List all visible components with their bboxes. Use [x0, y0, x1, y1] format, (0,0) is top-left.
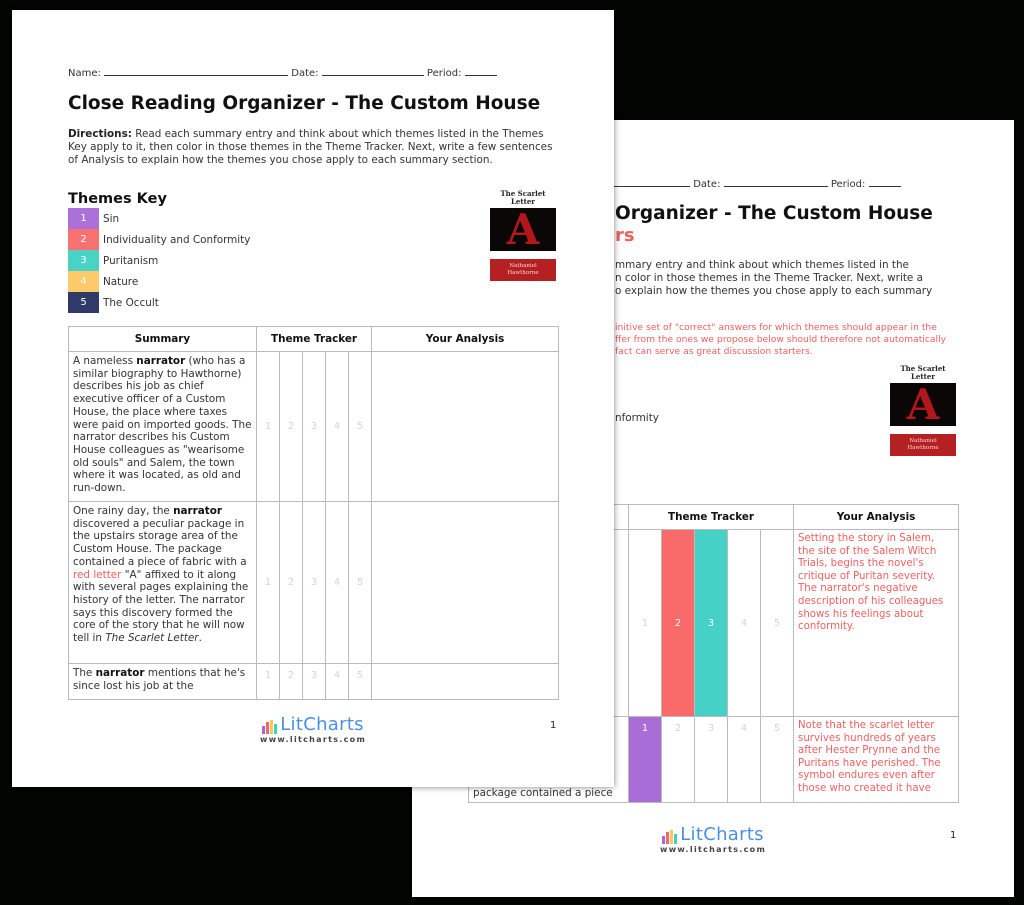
theme-swatch-5: 5	[68, 292, 99, 313]
period-field-blank[interactable]	[465, 66, 497, 76]
bar-chart-icon	[662, 830, 678, 844]
symbol-link[interactable]: red letter	[73, 568, 122, 581]
page-subtitle: rs	[615, 225, 635, 246]
name-label: Name:	[68, 68, 101, 79]
directions-line: o explain how the themes you chose apply to each summary	[615, 284, 933, 297]
theme-cell-3[interactable]: 3	[303, 502, 326, 664]
analysis-cell[interactable]: Setting the story in Salem, the site of the Salem Witch Trials, begins the novel's critique of Puritan severity. The narrator's negative description of his colleagues shows his feelings about conformity.	[794, 530, 959, 717]
theme-swatch-4: 4	[68, 271, 99, 292]
summary-text: discovered a peculiar package in the upstairs storage area of the Custom House. The package contained a piece of fabric with a	[73, 517, 247, 568]
cover-title	[890, 363, 956, 383]
theme-cell-1[interactable]: 1	[257, 502, 280, 664]
theme-label: Nature	[103, 275, 139, 288]
theme-cell-2[interactable]: 2	[662, 717, 695, 803]
character-name: narrator	[173, 505, 223, 517]
scarlet-a-icon: A	[906, 383, 940, 426]
logo-url[interactable]: www.litcharts.com	[260, 735, 367, 744]
date-label: Date:	[693, 179, 721, 190]
summary-cell	[69, 664, 257, 700]
logo-url[interactable]: www.litcharts.com	[660, 845, 767, 854]
themes-key-title: Themes Key	[68, 191, 167, 207]
worksheet-page	[12, 10, 614, 787]
cover-author	[890, 434, 956, 456]
theme-cell-2[interactable]: 2	[280, 664, 303, 700]
theme-swatch-2: 2	[68, 229, 99, 250]
theme-cell-4[interactable]: 4	[326, 664, 349, 700]
theme-cell-5[interactable]: 5	[349, 664, 372, 700]
table-row	[69, 352, 559, 502]
character-name: narrator	[95, 667, 145, 679]
analysis-cell[interactable]	[372, 664, 559, 700]
date-field-blank[interactable]	[724, 177, 828, 187]
theme-label: Puritanism	[103, 254, 159, 267]
theme-swatch-3: 3	[68, 250, 99, 271]
analysis-header: Your Analysis	[794, 505, 959, 530]
summary-header: Summary	[69, 327, 257, 352]
theme-swatch-1: 1	[68, 208, 99, 229]
theme-cell-1[interactable]: 1	[257, 352, 280, 502]
directions-line: n color in those themes in the Theme Tracker. Next, write a	[615, 271, 923, 284]
cover-art	[490, 208, 556, 251]
cover-title-line: Letter	[911, 372, 935, 381]
directions-text	[615, 259, 975, 297]
theme-cell-1[interactable]: 1	[257, 664, 280, 700]
theme-cell-4[interactable]: 4	[728, 717, 761, 803]
character-name: narrator	[136, 355, 186, 367]
summary-cell	[69, 352, 257, 502]
theme-cell-5[interactable]: 5	[761, 530, 794, 717]
theme-cell-3[interactable]: 3	[303, 352, 326, 502]
summary-text: .	[198, 632, 202, 645]
cover-title-line: The Scarlet	[900, 364, 946, 373]
theme-cell-3[interactable]: 3	[303, 664, 326, 700]
summary-text: The	[73, 667, 96, 679]
period-label: Period:	[830, 179, 866, 190]
header-fields	[68, 66, 497, 79]
summary-text: "A" affixed to it along with several pages explaining the history of the letter. The narrator says this discovery formed the core of the story that he will now tell in	[73, 568, 249, 645]
logo-text: LitCharts	[280, 714, 364, 735]
theme-cell-4[interactable]: 4	[326, 502, 349, 664]
summary-text: package contained a piece	[473, 787, 613, 800]
directions-label: Directions:	[68, 128, 132, 140]
theme-cell-2[interactable]: 2	[662, 530, 695, 717]
table-row	[69, 502, 559, 664]
theme-label: Sin	[103, 212, 120, 225]
summary-cell	[69, 502, 257, 664]
themes-key	[68, 208, 250, 313]
cover-author	[490, 259, 556, 281]
analysis-header: Your Analysis	[372, 327, 559, 352]
date-field-blank[interactable]	[322, 66, 424, 76]
theme-cell-1[interactable]: 1	[629, 717, 662, 803]
page-number: 1	[950, 830, 957, 841]
theme-label: The Occult	[103, 296, 159, 309]
analysis-cell[interactable]	[372, 502, 559, 664]
name-field-blank[interactable]	[104, 66, 288, 76]
table-row	[69, 664, 559, 700]
theme-key-individuality	[68, 229, 250, 250]
cover-art	[890, 383, 956, 426]
cover-title	[490, 188, 556, 208]
summary-text: (who has a similar biography to Hawthorne) describes his job as chief executive officer of a Custom House, the place where taxes were paid on imported goods. The narrator describes his Custom House colleagues as "wearisome old souls" and Salem, the town where it was located, as old and run-down.	[73, 355, 252, 495]
date-label: Date:	[291, 68, 319, 79]
directions-body: Read each summary entry and think about which themes listed in the Themes Key apply to it, then color in those themes in the Theme Tracker. Next, write a few sentences of Analysis to explain how the themes you chose apply to each summary section.	[68, 128, 553, 166]
cover-title-line: Letter	[511, 197, 535, 206]
period-label: Period:	[426, 68, 462, 79]
theme-cell-2[interactable]: 2	[280, 502, 303, 664]
theme-label-fragment: nformity	[615, 412, 659, 424]
page-title: Close Reading Organizer - The Custom House	[68, 93, 541, 114]
litcharts-logo[interactable]	[260, 716, 366, 744]
summary-text: One rainy day, the	[73, 505, 174, 517]
cover-author-line: Nathaniel	[909, 438, 937, 444]
cover-title-line: The Scarlet	[500, 189, 546, 198]
theme-cell-3[interactable]: 3	[695, 530, 728, 717]
analysis-cell[interactable]: Note that the scarlet letter survives hundreds of years after Hester Prynne and the Puritans have perished. The symbol endures even after those who created it have	[794, 717, 959, 803]
analysis-cell[interactable]	[372, 352, 559, 502]
bar-chart-icon	[262, 720, 278, 734]
summary-text: mentions that he's since lost his job at the	[73, 667, 246, 692]
theme-cell-5[interactable]: 5	[349, 352, 372, 502]
page-number: 1	[550, 720, 557, 731]
theme-cell-4[interactable]: 4	[728, 530, 761, 717]
theme-key-occult	[68, 292, 250, 313]
theme-cell-4[interactable]: 4	[326, 352, 349, 502]
theme-cell-3[interactable]: 3	[695, 717, 728, 803]
theme-cell-2[interactable]: 2	[280, 352, 303, 502]
page-title: Organizer - The Custom House	[615, 203, 933, 224]
book-cover-image	[490, 188, 556, 283]
theme-key-sin	[68, 208, 250, 229]
theme-tracker-header: Theme Tracker	[257, 327, 372, 352]
logo-text: LitCharts	[680, 824, 764, 845]
teacher-note	[615, 322, 975, 358]
theme-cell-1[interactable]: 1	[629, 530, 662, 717]
theme-tracker-header: Theme Tracker	[629, 505, 794, 530]
directions-text	[68, 128, 558, 166]
organizer-table	[68, 326, 559, 700]
scarlet-a-icon: A	[506, 208, 540, 251]
cover-author-line: Hawthorne	[507, 270, 539, 276]
teacher-note-line: fact can serve as great discussion starters.	[615, 346, 813, 357]
theme-key-nature	[68, 271, 250, 292]
cover-author-line: Hawthorne	[907, 445, 939, 451]
book-title: The Scarlet Letter	[105, 632, 199, 645]
cover-author-line: Nathaniel	[509, 263, 537, 269]
directions-line: mmary entry and think about which themes listed in the	[615, 259, 909, 271]
litcharts-logo[interactable]	[660, 826, 766, 854]
teacher-note-line: ffer from the ones we propose below should therefore not automatically	[615, 334, 947, 345]
teacher-note-line: initive set of "correct" answers for which themes should appear in the	[615, 322, 937, 333]
period-field-blank[interactable]	[869, 177, 901, 187]
theme-label: Individuality and Conformity	[103, 233, 251, 246]
book-cover-image	[890, 363, 956, 458]
theme-key-puritanism	[68, 250, 250, 271]
summary-text: A nameless	[73, 355, 137, 367]
theme-cell-5[interactable]: 5	[349, 502, 372, 664]
theme-cell-5[interactable]: 5	[761, 717, 794, 803]
